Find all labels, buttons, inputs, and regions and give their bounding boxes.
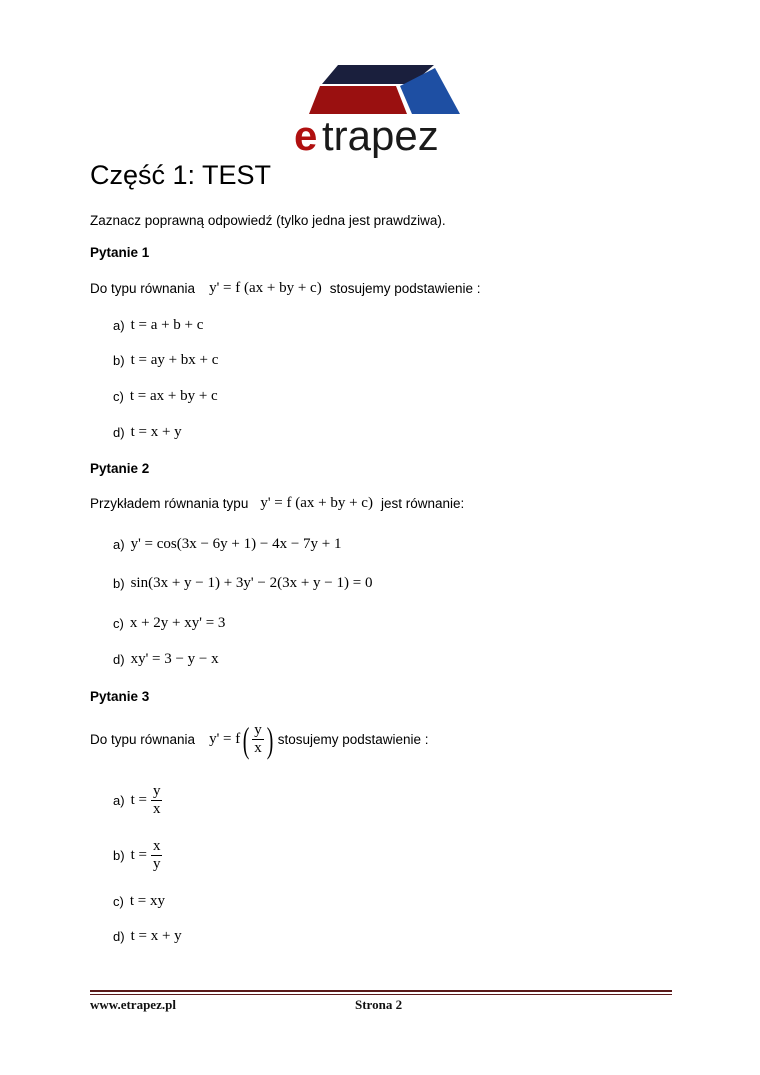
option-lhs: t = (130, 792, 147, 808)
q2-option-c[interactable] (113, 615, 225, 632)
option-expression: xy' = 3 − y − x (130, 651, 219, 667)
question-1-text-after: stosujemy podstawienie : (329, 281, 481, 296)
option-expression: sin(3x + y − 1) + 3y' − 2(3x + y − 1) = 0 (130, 575, 373, 591)
fraction-numerator: y (152, 783, 161, 799)
etrapez-logo (292, 62, 472, 158)
question-3-equation-lhs: y' = f (209, 731, 241, 747)
question-3-text (90, 719, 429, 760)
question-2-equation: y' = f (ax + by + c) (260, 495, 373, 511)
option-expression: t = xy (129, 893, 165, 909)
option-expression: t = ax + by + c (129, 388, 218, 404)
question-2-text-before: Przykładem równania typu (90, 496, 249, 511)
option-label: d) (113, 652, 125, 667)
q2-option-d[interactable] (113, 651, 219, 668)
instruction-text: Zaznacz poprawną odpowiedź (tylko jedna jest prawdziwa). (90, 213, 446, 228)
option-label: a) (113, 318, 125, 333)
question-2-label: Pytanie 2 (90, 461, 150, 476)
q1-option-c[interactable] (113, 388, 218, 405)
q2-option-a[interactable] (113, 536, 342, 553)
q3-option-c[interactable] (113, 893, 165, 910)
question-3-text-after: stosujemy podstawienie : (277, 732, 429, 747)
q1-option-d[interactable] (113, 424, 182, 441)
option-label: a) (113, 537, 125, 552)
fraction-numerator: x (152, 838, 161, 854)
logo-letter: e (294, 112, 318, 158)
footer-page-number: Strona 2 (355, 997, 403, 1012)
option-label: b) (113, 848, 125, 863)
left-paren: ( (242, 719, 250, 760)
q3-option-b[interactable] (113, 838, 162, 873)
question-1-text (90, 280, 481, 297)
option-expression: t = x + y (130, 424, 182, 440)
page-title: Część 1: TEST (90, 160, 272, 190)
question-1-text-before: Do typu równania (90, 281, 196, 296)
q3-option-d[interactable] (113, 928, 182, 945)
q3-option-a[interactable] (113, 783, 162, 818)
fraction-numerator: y (254, 722, 262, 738)
question-1-equation: y' = f (ax + by + c) (209, 280, 322, 296)
fraction-denominator: x (152, 801, 161, 817)
option-expression: x + 2y + xy' = 3 (129, 615, 226, 631)
option-label: d) (113, 929, 125, 944)
option-label: a) (113, 793, 125, 808)
option-label: b) (113, 353, 125, 368)
option-fraction (151, 783, 163, 818)
option-expression: t = ay + bx + c (130, 352, 219, 368)
option-expression: y' = cos(3x − 6y + 1) − 4x − 7y + 1 (130, 536, 342, 552)
question-1-label: Pytanie 1 (90, 245, 150, 260)
option-expression: t = x + y (130, 928, 182, 944)
footer-divider-thin (90, 994, 672, 995)
question-2-text-after: jest równanie: (380, 496, 465, 511)
q1-option-b[interactable] (113, 352, 218, 369)
option-label: c) (113, 894, 124, 909)
option-label: c) (113, 389, 124, 404)
option-expression: t = a + b + c (130, 317, 204, 333)
footer-website-link[interactable]: www.etrapez.pl (90, 997, 176, 1012)
option-lhs: t = (130, 847, 147, 863)
option-label: c) (113, 616, 124, 631)
footer-divider (90, 990, 672, 992)
question-3-fraction (252, 722, 264, 757)
option-label: b) (113, 576, 125, 591)
q1-option-a[interactable] (113, 317, 203, 334)
fraction-denominator: x (254, 740, 262, 756)
question-2-text (90, 495, 464, 512)
option-fraction (151, 838, 163, 873)
logo-text: trapez (322, 112, 439, 158)
q2-option-b[interactable] (113, 575, 372, 592)
question-3-label: Pytanie 3 (90, 689, 150, 704)
question-3-text-before: Do typu równania (90, 732, 196, 747)
fraction-denominator: y (152, 856, 161, 872)
right-paren: ) (266, 719, 274, 760)
option-label: d) (113, 425, 125, 440)
